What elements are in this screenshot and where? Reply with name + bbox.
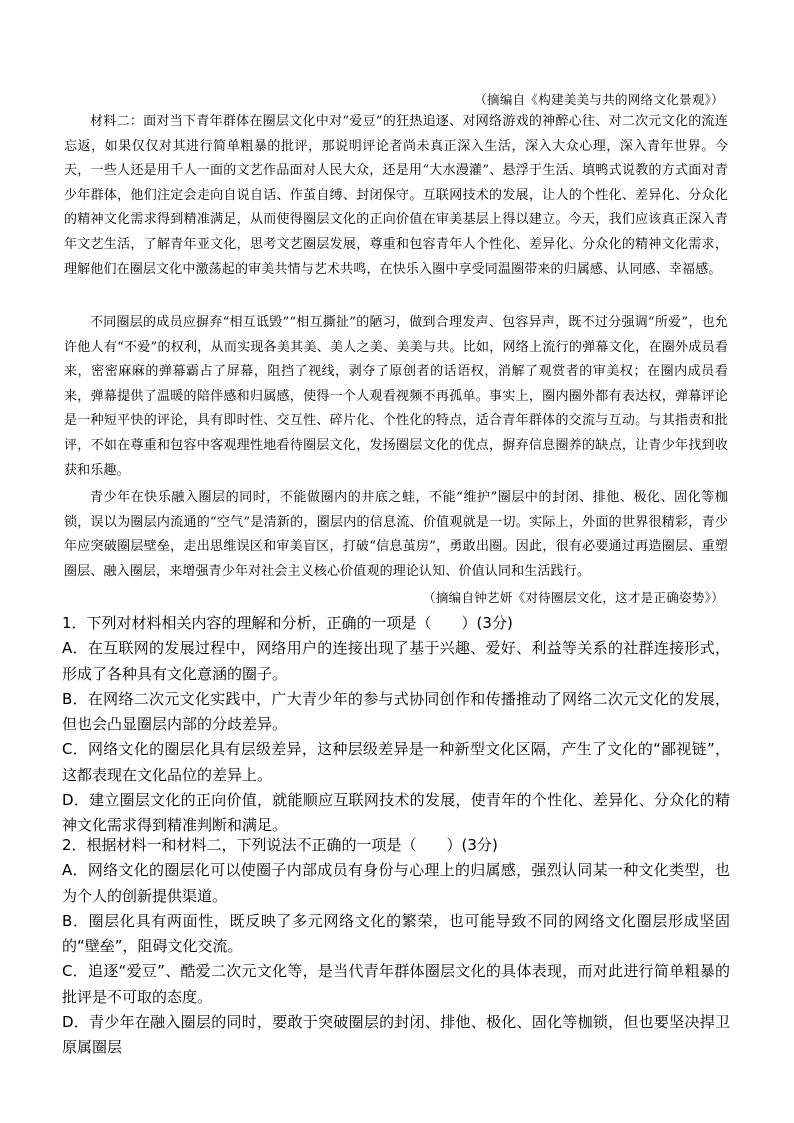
option-d: D．青少年在融入圈层的同时，要敢于突破圈层的封闭、排他、极化、固化等枷锁，但也要坚决捍卫原属圈层 xyxy=(62,1013,730,1057)
option-b: B．圈层化具有两面性，既反映了多元网络文化的繁荣，也可能导致不同的网络文化圈层形成坚固的“壁垒”，阻碍文化交流。 xyxy=(62,911,730,956)
source-citation-material-1: （摘编自《构建美美与共的网络文化景观》） xyxy=(474,92,724,107)
material-2-paragraph-3: 青少年在快乐融入圈层的同时，不能做圈内的井底之蛙，不能“维护”圈层中的封闭、排他、极化、固化等枷锁，误以为圈层内流通的“空气”是清新的，圈层内的信息流、价值观就是一切。实际上，外面的世界很精彩，青少年应突破圈层壁垒，走出思维误区和审美盲区，打破“信息茧房”，勇敢出圈。因此，很有必要通过再造圈层、重塑圈层、融入圈层，来增强青少年对社会主义核心价值观的理论认知、价值认同和生活践行。 xyxy=(64,490,728,579)
source-citation-material-2: （摘编自钟艺妍《对待圈层文化，这才是正确姿势》） xyxy=(423,590,724,605)
question-stem: 2．根据材料一和材料二，下列说法不正确的一项是（ ）(3分) xyxy=(62,836,498,854)
question-1 xyxy=(62,611,730,839)
option-b: B．在网络二次元文化实践中，广大青少年的参与式协同创作和传播推动了网络二次元文化的发展，但也会凸显圈层内部的分歧差异。 xyxy=(62,689,730,734)
material-2-paragraph-2: 不同圈层的成员应摒弃“相互诋毁”“相互撕扯”的陋习，做到合理发声、包容异声，既不过分强调“所爱”，也允许他人有“不爱”的权利，从而实现各美其美、美人之美、美美与共。比如，网络上流行的弹幕文化，在圈外成员看来，密密麻麻的弹幕霸占了屏幕，阻挡了视线，剥夺了原创者的话语权，消解了观赏者的审美权；在圈内成员看来，弹幕提供了温暖的陪伴感和归属感，使得一个人观看视频不再孤单。事实上，圈内圈外都有表达权，弹幕评论是一种短平快的评论，具有即时性、交互性、碎片化、个性化的特点，适合青年群体的交流与互动。与其指责和批评，不如在尊重和包容中客观理性地看待圈层文化，发扬圈层文化的优点，摒弃信息圈养的缺点，让青少年找到收获和乐趣。 xyxy=(64,315,728,478)
option-a: A．在互联网的发展过程中，网络用户的连接出现了基于兴趣、爱好、利益等关系的社群连接形式，形成了各种具有文化意涵的圈子。 xyxy=(62,639,730,683)
option-c: C．网络文化的圈层化具有层级差异，这种层级差异是一种新型文化区隔，产生了文化的“鄙视链”，这都表现在文化品位的差异上。 xyxy=(62,740,730,784)
option-a: A．网络文化的圈层化可以使圈子内部成员有身份与心理上的归属感，强烈认同某一种文化类型，也为个人的创新提供渠道。 xyxy=(62,861,730,905)
material-2-paragraph-1: 材料二：面对当下青年群体在圈层文化中对“爱豆”的狂热追逐、对网络游戏的神醉心往、对二次元文化的流连忘返，如果仅仅对其进行简单粗暴的批评，那说明评论者尚未真正深入生活，深入大众心理，深入青年世界。今天，一些人还是用千人一面的文艺作品面对人民大众，还是用“大水漫灌”、悬浮于生活、填鸭式说教的方式面对青少年群体，他们注定会走向自说自话、作茧自缚、封闭保守。互联网技术的发展，让人的个性化、差异化、分众化的精神文化需求得到精准满足，从而使得圈层文化的正向价值在审美基层上得以建立。今天，我们应该真正深入青年文艺生活，了解青年亚文化，思考文艺圈层发展，尊重和包容青年人个性化、差异化、分众化的精神文化需求，理解他们在圈层文化中激荡起的审美共情与艺术共鸣，在快乐入圈中享受同温圈带来的归属感、认同感、幸福感。 xyxy=(64,114,728,277)
option-c: C．追逐“爱豆”、酷爱二次元文化等，是当代青年群体圈层文化的具体表现，而对此进行简单粗暴的批评是不可取的态度。 xyxy=(62,962,730,1006)
question-2 xyxy=(62,833,730,1061)
question-stem: 1．下列对材料相关内容的理解和分析，正确的一项是（ ）(3分) xyxy=(62,614,513,632)
option-d: D．建立圈层文化的正向价值，就能顺应互联网技术的发展，使青年的个性化、差异化、分众化的精神文化需求得到精准判断和满足。 xyxy=(62,791,730,835)
